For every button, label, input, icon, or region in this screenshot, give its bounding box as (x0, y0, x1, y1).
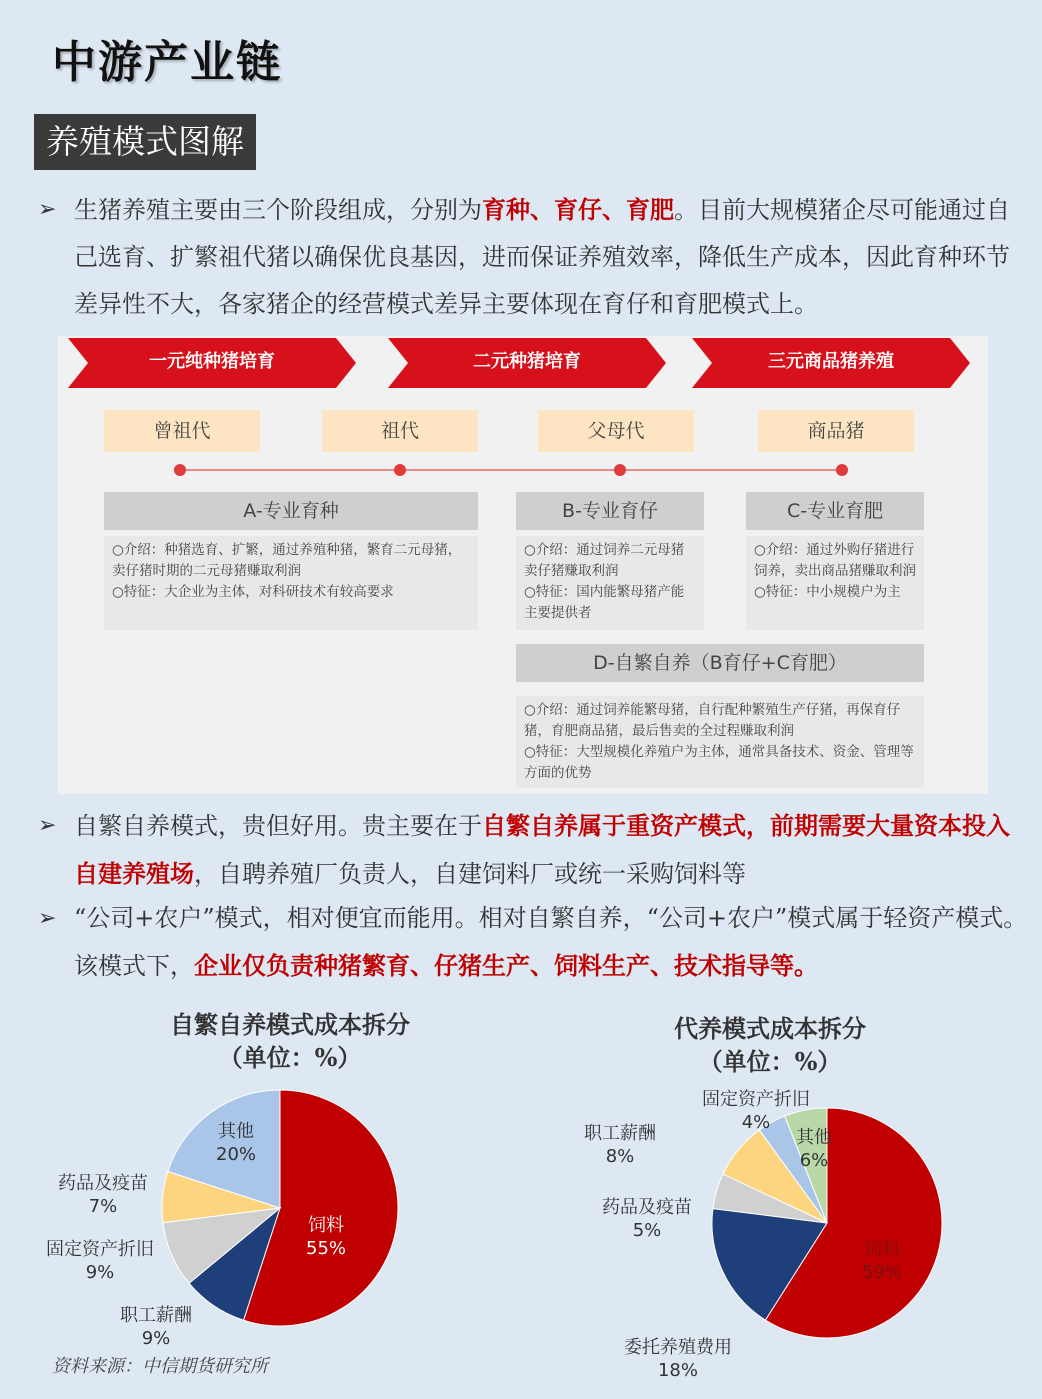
chart1-label-feed: 饲料 55% (306, 1215, 347, 1259)
timeline (58, 458, 988, 482)
mode-b-intro: ○介绍：通过饲养二元母猪卖仔猪赚取利润 (524, 542, 685, 579)
chart1-title: 自繁自养模式成本拆分 (170, 1010, 410, 1039)
chart2-label-entrusted: 委托养殖费用 18% (624, 1337, 732, 1381)
mode-c-title: C-专业育肥 (746, 492, 924, 530)
slice-value: 18% (657, 1360, 698, 1381)
slice-value: 20% (216, 1144, 257, 1165)
stage-label-2: 二元种猪培育 (473, 351, 581, 372)
chart1-label-other: 其他 20% (216, 1121, 257, 1165)
chart1-label-salary: 职工薪酬 9% (120, 1305, 192, 1349)
breeding-mode-diagram (58, 336, 988, 794)
mode-b-title: B-专业育仔 (516, 492, 704, 530)
slice-value: 6% (799, 1150, 829, 1171)
mode-a-body (104, 536, 478, 630)
bullet-arrow-icon: ➢ (38, 906, 57, 931)
chart1-pie (160, 1088, 400, 1328)
mode-b-feature: ○特征：国内能繁母猪产能主要提供者 (524, 584, 685, 621)
timeline-dot (394, 464, 406, 476)
para1-text-a: 生猪养殖主要由三个阶段组成，分别为 (74, 196, 482, 224)
bullet-arrow-icon: ➢ (38, 813, 57, 838)
chart2-label-other: 其他 6% (796, 1127, 832, 1171)
paragraph-stages (38, 186, 1028, 328)
slice-value: 55% (306, 1238, 347, 1259)
chart1-title-block (100, 1008, 480, 1074)
page-title: 中游产业链 (52, 37, 282, 88)
para1-text-c: 。目前大规模猪企尽可能通过自己选育、扩繁祖代猪以确保优良基因，进而保证养殖效率，降低生产成本，因此育种环节差异性不大，各家猪企的经营模式差异主要体现在育仔和育肥模式上。 (74, 196, 1010, 318)
slice-value: 59% (862, 1262, 903, 1283)
slice-value: 7% (88, 1196, 118, 1217)
timeline-dot (614, 464, 626, 476)
para2-text-a: 自繁自养模式，贵但好用。贵主要在于 (74, 812, 482, 840)
chart1-subtitle: （单位：%） (218, 1043, 362, 1072)
mode-a-title: A-专业育种 (104, 492, 478, 530)
generation-commercial: 商品猪 (758, 410, 914, 452)
bullet-arrow-icon: ➢ (38, 197, 57, 222)
para2-text-c: ，自聘养殖厂负责人，自建饲料厂或统一采购饲料等 (194, 860, 746, 888)
para3-highlight: 企业仅负责种猪繁育、仔猪生产、饲料生产、技术指导等。 (194, 951, 818, 980)
mode-d-feature: ○特征：大型规模化养殖户为主体，通常具备技术、资金、管理等方面的优势 (524, 744, 914, 781)
para1-highlight: 育种、育仔、育肥 (482, 195, 674, 224)
section-tag: 养殖模式图解 (34, 114, 256, 170)
paragraph-self-breeding (38, 802, 1028, 898)
timeline-dot (174, 464, 186, 476)
generation-grandparent: 祖代 (322, 410, 478, 452)
mode-d-title: D-自繁自养（B育仔+C育肥） (516, 644, 924, 682)
slice-value: 9% (85, 1262, 115, 1283)
chart2-label-salary: 职工薪酬 8% (584, 1123, 656, 1167)
slice-value: 4% (741, 1112, 771, 1133)
mode-c-feature: ○特征：中小规模户为主 (754, 584, 901, 600)
chart1-label-depreciation: 固定资产折旧 9% (46, 1239, 154, 1283)
mode-c-intro: ○介绍：通过外购仔猪进行饲养，卖出商品猪赚取利润 (754, 542, 916, 579)
stage-label-3: 三元商品猪养殖 (768, 351, 894, 372)
mode-d-body (516, 696, 924, 788)
slice-value: 8% (605, 1146, 635, 1167)
para3-text-a: “公司+农户”模式，相对便宜而能用。相对自繁自养，“公司+农户”模式属于轻资产模式。该模式下， (74, 904, 1028, 980)
stage-label-1: 一元纯种猪培育 (149, 351, 275, 372)
chart2-title: 代养模式成本拆分 (674, 1014, 866, 1043)
timeline-dot (836, 464, 848, 476)
mode-a-intro: ○介绍：种猪选育、扩繁，通过养殖种猪，繁育二元母猪，卖仔猪时期的二元母猪赚取利润 (112, 542, 462, 579)
mode-d-intro: ○介绍：通过饲养能繁母猪，自行配种繁殖生产仔猪，再保育仔猪，育肥商品猪，最后售卖的全过程赚取利润 (524, 702, 901, 739)
chart2-title-block (580, 1012, 960, 1078)
source-note: 资料来源：中信期货研究所 (52, 1356, 268, 1377)
chart2-label-feed: 饲料 59% (862, 1239, 903, 1283)
para2-highlight: 自繁自养属于重资产模式，前期需要大量资本投入自建养殖场 (74, 811, 1010, 888)
mode-a-feature: ○特征：大企业为主体，对科研技术有较高要求 (112, 584, 394, 600)
mode-b-body (516, 536, 704, 630)
generation-great-grandparent: 曾祖代 (104, 410, 260, 452)
slice-value: 9% (141, 1328, 171, 1349)
paragraph-company-farmer (38, 895, 1028, 990)
generation-parent: 父母代 (538, 410, 694, 452)
chart2-label-depreciation: 固定资产折旧 4% (702, 1089, 810, 1133)
chart2-subtitle: （单位：%） (698, 1047, 842, 1076)
chart2-label-medicine: 药品及疫苗 5% (602, 1197, 692, 1241)
slice-value: 5% (632, 1220, 662, 1241)
chart1-label-medicine: 药品及疫苗 7% (58, 1173, 148, 1217)
mode-c-body (746, 536, 924, 630)
